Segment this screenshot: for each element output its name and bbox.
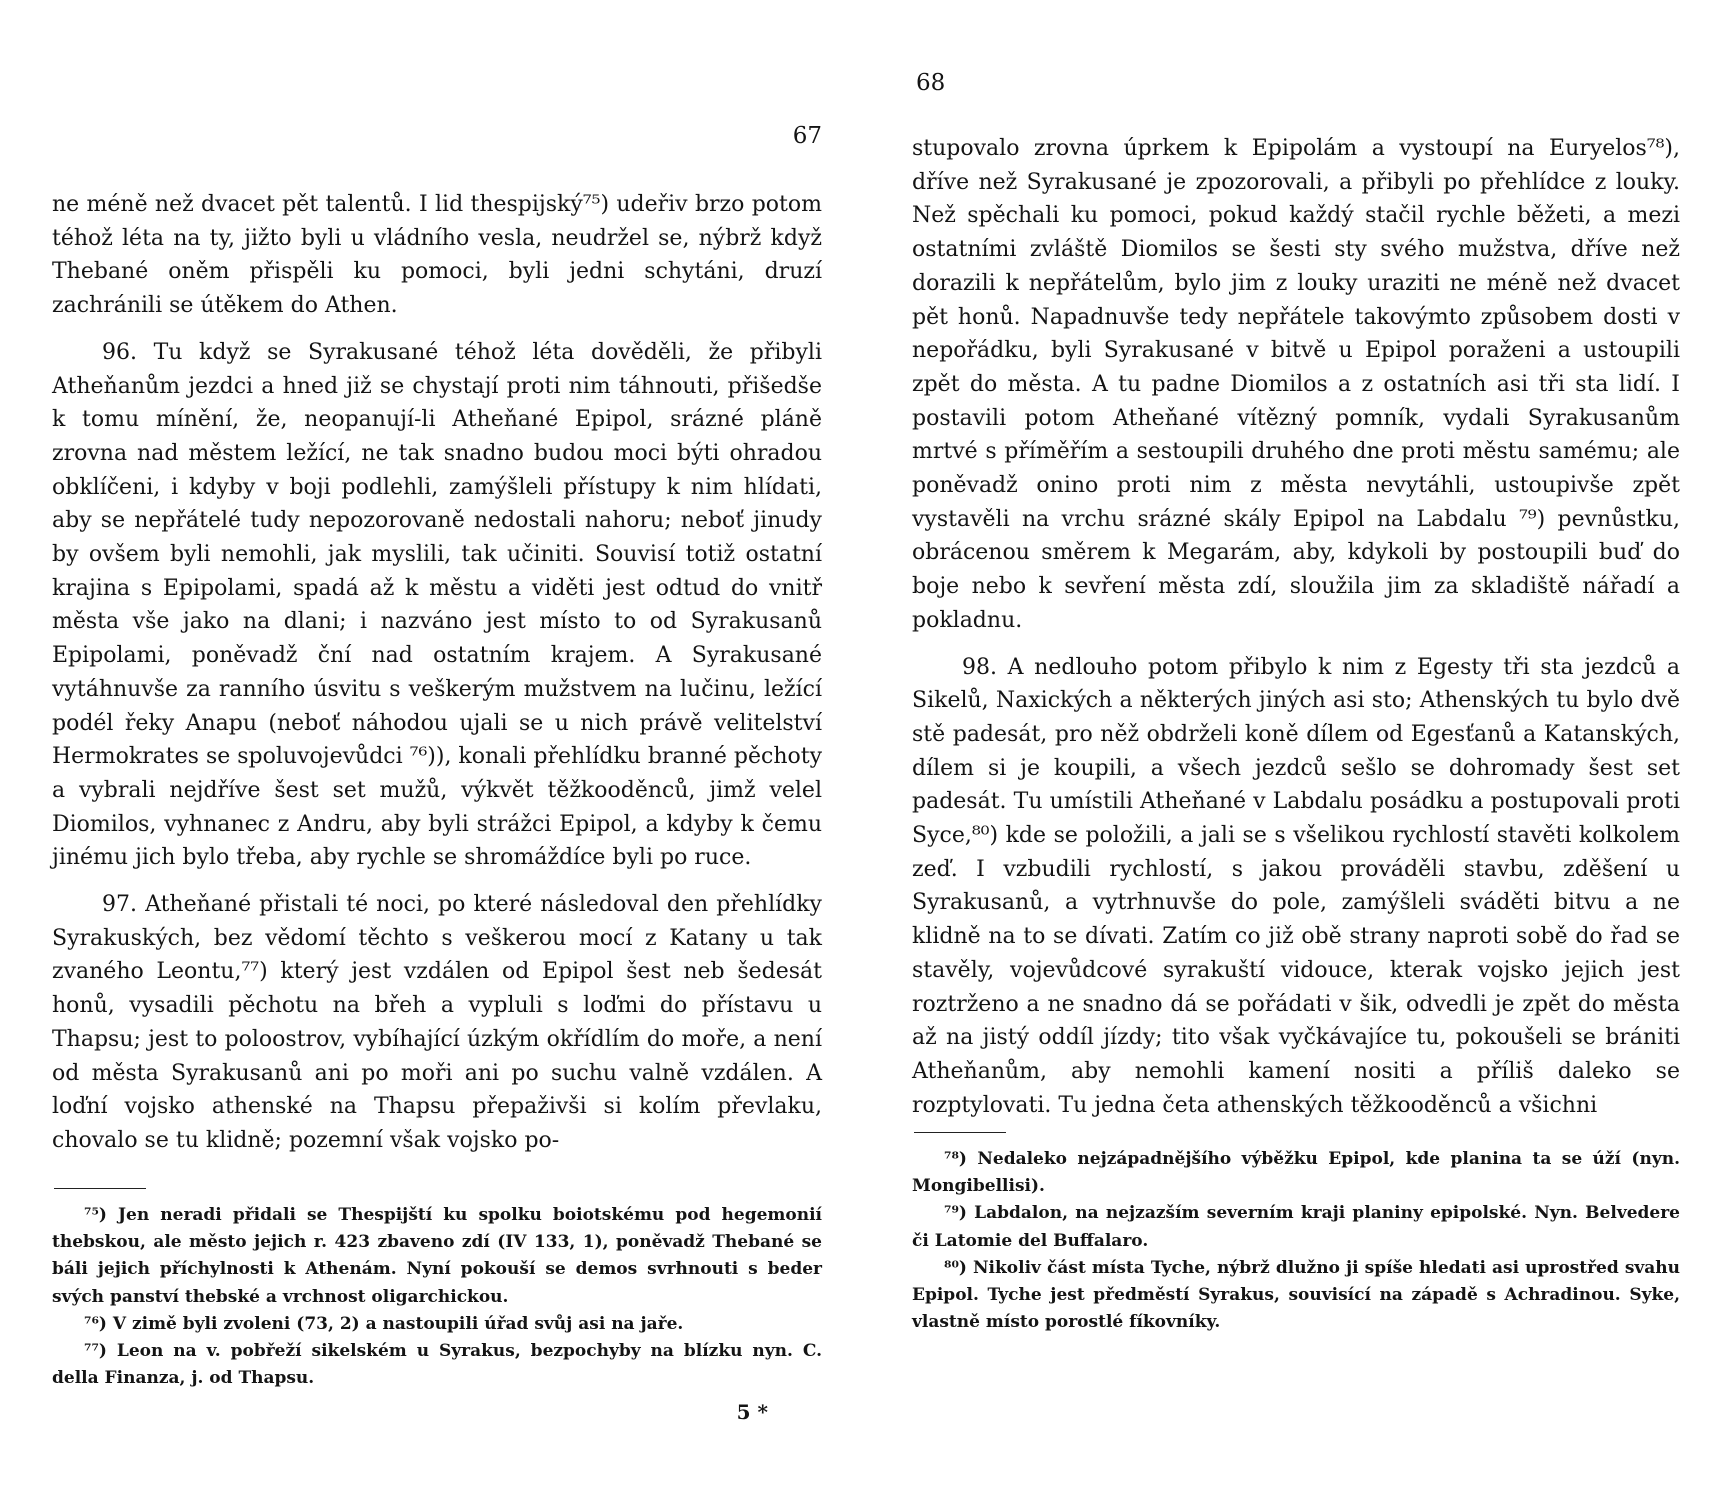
paragraph: stupovalo zrovna úprkem k Epipolám a vystoupí na Euryelos⁷⁸), dříve než Syrakusané je zpozorovali, a přibyli po přehlídce z louky. Než spěchali ku pomoci, pokud každý stačil rychle běžeti, a mezi ostatními zvláště Diomilos se šesti sty svého mužstva, dříve než dorazili k nepřátelům, bylo jim z louky uraziti ne méně než dvacet pět honů. Napadnuvše tedy nepřátele takovýmto způsobem dosti v nepořádku, byli Syrakusané v bitvě u Epipol poraženi a ustoupili zpět do města. A tu padne Diomilos a z ostatních asi tři sta lidí. I postavili potom Atheňané vítězný pomník, vydali Syrakusanům mrtvé s příměřím a sestoupili druhého dne proti městu samému; ale poněvadž onino proti nim z města nevytáhli, ustoupivše zpět vystavěli na vrchu srázné skály Epipol na Labdalu ⁷⁹) pevnůstku, obrácenou směrem k Megarám, aby, kdykoli by postoupili buď do boje nebo k sevření města zdí, sloužila jim za skladiště nářadí a pokladnu. <box>912 136 1680 633</box>
footnotes <box>52 1202 822 1392</box>
paragraph: 98. A nedlouho potom přibylo k nim z Egesty tři sta jezdců a Sikelů, Naxických a některých jiných asi sto; Athenských tu bylo dvě stě padesát, pro něž obdrželi koně dílem od Egesťanů a Katanských, dílem si je koupili, a všech jezdců sešlo se dohromady šest set padesát. Tu umístili Atheňané v Labdalu posádku a postupovali proti Syce,⁸⁰) kde se položili, a jali se s všelikou rychlostí stavěti kolkolem zeď. I vzbudili rychlostí, s jakou prováděli stavbu, zděšení u Syrakusanů, a vytrhnuvše do pole, zamýšleli sváděti bitvu a ne klidně na to se dívati. Zatím co již obě strany naproti sobě do řad se stavěly, vojevůdcové syrakuští vidouce, kterak vojsko jejich jest roztrženo a ne snadno dá se pořádati v šik, odvedli je zpět do města až na jistý oddíl jízdy; tito však vyčkávajíce tu, pokoušeli se brániti Atheňanům, aby nemohli kamení nositi a příliš daleko se rozptylovati. Tu jedna četa athenských těžkooděnců a všichni <box>912 654 1680 1118</box>
footnotes <box>912 1146 1680 1336</box>
footnote: ⁷⁶) V zimě byli zvoleni (73, 2) a nastoupili úřad svůj asi na jaře. <box>84 1313 684 1334</box>
paragraph: 96. Tu když se Syrakusané téhož léta dověděli, že přibyli Atheňanům jezdci a hned již se chystají proti nim táhnouti, přišedše k tomu mínění, že, neopanují-li Atheňané Epipol, srázné pláně zrovna nad městem ležící, ne tak snadno budou moci býti ohradou obklíčeni, i kdyby v boji podlehli, zamýšleli přístupy k nim hlídati, aby se nepřátelé tudy nepozorovaně nedostali nahoru; neboť jinudy by ovšem byli nemohli, jak myslili, tak učiniti. Souvisí totiž ostatní krajina s Epipolami, spadá až k městu a viděti jest odtud do vnitř města vše jako na dlani; i nazváno jest místo to od Syrakusanů Epipolami, poněvadž ční nad ostatním krajem. A Syrakusané vytáhnuvše za ranního úsvitu s veškerým mužstvem na lučinu, ležící podél řeky Anapu (neboť náhodou ujali se u nich právě velitelství Hermokrates se spoluvojevůdci ⁷⁶)), konali přehlídku branné pěchoty a vybrali nejdříve šest set mužů, výkvět těžkooděnců, jimž velel Diomilos, vyhnanec z Andru, aby byli strážci Epipol, a kdyby k čemu jinému jich bylo třeba, aby rychle se shromáždíce byli po ruce. <box>52 339 822 871</box>
page-number: 67 <box>792 123 822 149</box>
paragraph: ne méně než dvacet pět talentů. I lid thespijský⁷⁵) udeřiv brzo potom téhož léta na ty, jižto byli u vládního vesla, neudržel se, nýbrž když Thebané oněm přispěli ku pomoci, byli jedni schytáni, druzí zachránili se útěkem do Athen. <box>52 192 822 319</box>
page-number: 68 <box>916 70 946 96</box>
footnote: ⁸⁰) Nikoliv část místa Tyche, nýbrž dlužno ji spíše hledati asi uprostřed svahu Epipol. Tyche jest předměstí Syrakus, souvisící na západě s Achradinou. Syke, vlastně místo porostlé fíkovníky. <box>912 1257 1680 1333</box>
footnote: ⁷⁵) Jen neradi přidali se Thespijští ku spolku boiotskému pod hegemonií thebskou, ale město jejich r. 423 zbaveno zdí (IV 133, 1), poněvadž Thebané se báli jejich příchylnosti k Athenám. Nyní pokouší se demos svrhnouti s beder svých panství thebské a vrchnost oligarchickou. <box>52 1205 822 1307</box>
signature-mark: 5 * <box>736 1400 768 1424</box>
footnote: ⁷⁹) Labdalon, na nejzazším severním kraji planiny epipolské. Nyn. Belvedere či Latomie del Buffalaro. <box>912 1203 1680 1251</box>
body-text <box>912 132 1680 1122</box>
footnote: ⁷⁸) Nedaleko nejzápadnějšího výběžku Epipol, kde planina ta se úží (nyn. Mongibellisi). <box>912 1149 1680 1197</box>
footnote: ⁷⁷) Leon na v. pobřeží sikelském u Syrakus, bezpochyby na blízku nyn. C. della Finanza, j. od Thapsu. <box>52 1341 822 1389</box>
body-text <box>52 188 822 1158</box>
paragraph: 97. Atheňané přistali té noci, po které následoval den přehlídky Syrakuských, bez vědomí těchto s veškerou mocí z Katany u tak zvaného Leontu,⁷⁷) který jest vzdálen od Epipol šest neb šedesát honů, vysadili pěchotu na břeh a vypluli s loďmi do přístavu u Thapsu; jest to poloostrov, vybíhající úzkým okřídlím do moře, a není od města Syrakusanů ani po moři ani po suchu valně vzdálen. A loďní vojsko athenské na Thapsu přepaživši si kolím převlaku, chovalo se tu klidně; pozemní však vojsko po- <box>52 892 822 1153</box>
